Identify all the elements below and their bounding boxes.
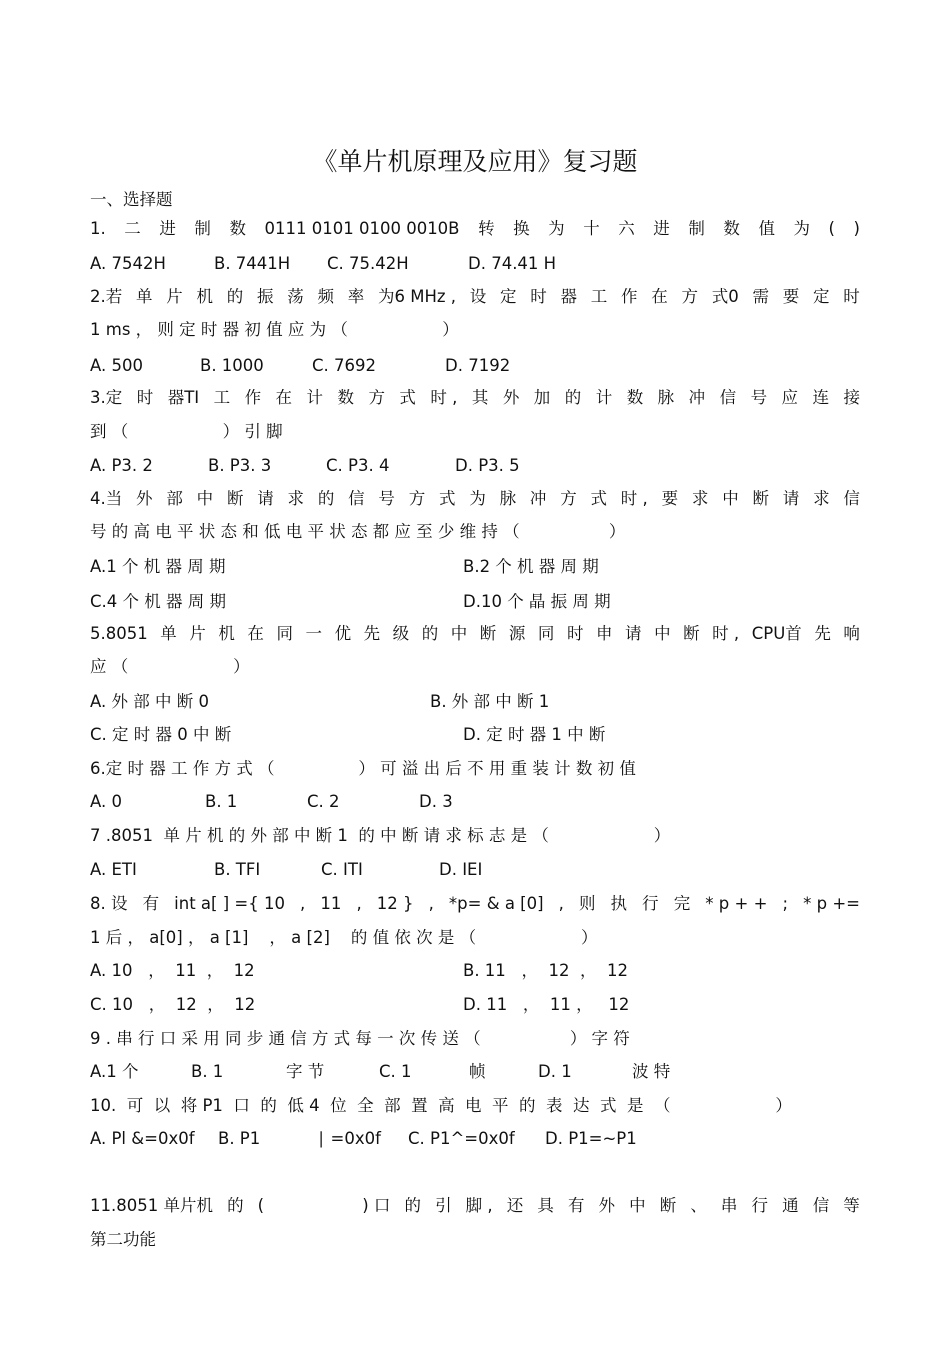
q2-option-b: B. 1000: [200, 356, 264, 375]
document-title: 《单片机原理及应用》复习题: [312, 147, 638, 176]
question-10-stem: 10. 可 以 将 P1 口 的 低 4 位 全 部 置 高 电 平 的 表 达 式 是 （ ）: [90, 1096, 792, 1115]
q2-option-c: C. 7692: [312, 356, 377, 375]
q6-option-c: C. 2: [307, 792, 340, 811]
q7-option-b: B. TFI: [214, 860, 261, 879]
question-5-stem: 5.8051 单 片 机 在 同 一 优 先 级 的 中 断 源 同 时 申 请 中 断 时 , CPU首 先 响: [90, 624, 860, 643]
q5-option-b: B. 外 部 中 断 1: [430, 692, 550, 711]
q9-option-b-unit: 字 节: [286, 1062, 325, 1081]
question-11-stem-cont: 第二功能: [90, 1230, 156, 1249]
q6-option-d: D. 3: [419, 792, 453, 811]
q1-option-b: B. 7441H: [214, 254, 291, 273]
q4-option-d: D.10 个 晶 振 周 期: [463, 592, 611, 611]
q3-option-b: B. P3. 3: [208, 456, 272, 475]
question-9-stem: 9 . 串 行 口 采 用 同 步 通 信 方 式 每 一 次 传 送 （ ） 字 符: [90, 1029, 630, 1048]
question-3-stem-cont: 到 （ ） 引 脚: [90, 422, 283, 441]
question-11-stem: 11.8051 单片机 的 ( ) 口 的 引 脚 , 还 具 有 外 中 断 、 串 行 通 信 等: [90, 1196, 860, 1215]
q10-option-b: B. P1: [218, 1129, 261, 1148]
q9-option-d-unit: 波 特: [632, 1062, 671, 1081]
q5-option-c: C. 定 时 器 0 中 断: [90, 725, 232, 744]
q4-option-b: B.2 个 机 器 周 期: [463, 557, 599, 576]
q7-option-a: A. ETI: [90, 860, 137, 879]
q4-option-c: C.4 个 机 器 周 期: [90, 592, 226, 611]
q2-option-a: A. 500: [90, 356, 143, 375]
q3-option-d: D. P3. 5: [455, 456, 520, 475]
q9-option-d: D. 1: [538, 1062, 572, 1081]
question-4-stem: 4.当 外 部 中 断 请 求 的 信 号 方 式 为 脉 冲 方 式 时 , 要 求 中 断 请 求 信: [90, 489, 860, 508]
q8-option-a: A. 10 ， 11 ， 12: [90, 961, 255, 980]
q9-option-b: B. 1: [191, 1062, 224, 1081]
q3-option-a: A. P3. 2: [90, 456, 153, 475]
q1-option-d: D. 74.41 H: [468, 254, 557, 273]
question-2-stem: 2.若 单 片 机 的 振 荡 频 率 为6 MHz , 设 定 时 器 工 作 在 方 式0 需 要 定 时: [90, 287, 860, 306]
q9-option-a: A.1 个: [90, 1062, 139, 1081]
q7-option-d: D. IEI: [439, 860, 483, 879]
q5-option-a: A. 外 部 中 断 0: [90, 692, 209, 711]
q4-option-a: A.1 个 机 器 周 期: [90, 557, 226, 576]
question-5-stem-cont: 应 （ ）: [90, 657, 250, 676]
question-6-stem: 6.定 时 器 工 作 方 式 （ ） 可 溢 出 后 不 用 重 装 计 数 初 值: [90, 759, 636, 778]
question-2-stem-cont: 1 ms ， 则 定 时 器 初 值 应 为 （ ）: [90, 320, 459, 339]
question-8-stem: 8. 设 有 int a[ ] ={ 10 , 11 , 12 } , *p= & a [0] , 则 执 行 完 * p + + ; * p +=: [90, 894, 860, 913]
q10-option-c: C. P1^=0x0f: [408, 1129, 515, 1148]
q1-option-c: C. 75.42H: [327, 254, 409, 273]
q10-option-a: A. Pl &=0x0f: [90, 1129, 195, 1148]
q3-option-c: C. P3. 4: [326, 456, 390, 475]
q9-option-c: C. 1: [379, 1062, 412, 1081]
q5-option-d: D. 定 时 器 1 中 断: [463, 725, 606, 744]
q8-option-d: D. 11 ， 11 ， 12: [463, 995, 630, 1014]
q6-option-a: A. 0: [90, 792, 122, 811]
q2-option-d: D. 7192: [445, 356, 511, 375]
section-heading: 一、选择题: [90, 190, 173, 209]
question-7-stem: 7 .8051 单 片 机 的 外 部 中 断 1 的 中 断 请 求 标 志 是 （ ）: [90, 826, 671, 845]
question-8-stem-cont: 1 后 ， a[0] ， a [1] ， a [2] 的 值 依 次 是 （ ）: [90, 928, 598, 947]
question-3-stem: 3.定 时 器TI 工 作 在 计 数 方 式 时 , 其 外 加 的 计 数 脉 冲 信 号 应 连 接: [90, 388, 860, 407]
q8-option-c: C. 10 ， 12 ， 12: [90, 995, 256, 1014]
q8-option-b: B. 11 ， 12 ， 12: [463, 961, 628, 980]
q10-option-d: D. P1=~P1: [545, 1129, 637, 1148]
q1-option-a: A. 7542H: [90, 254, 166, 273]
question-4-stem-cont: 号 的 高 电 平 状 态 和 低 电 平 状 态 都 应 至 少 维 持 （ ）: [90, 522, 626, 541]
q7-option-c: C. ITI: [321, 860, 363, 879]
question-1-stem: 1. 二 进 制 数 0111 0101 0100 0010B 转 换 为 十 六 进 制 数 值 为 ( ): [90, 219, 860, 238]
q9-option-c-unit: 帧: [469, 1062, 486, 1081]
q10-option-b-expr: ∣ =0x0f: [317, 1129, 381, 1148]
q6-option-b: B. 1: [205, 792, 238, 811]
